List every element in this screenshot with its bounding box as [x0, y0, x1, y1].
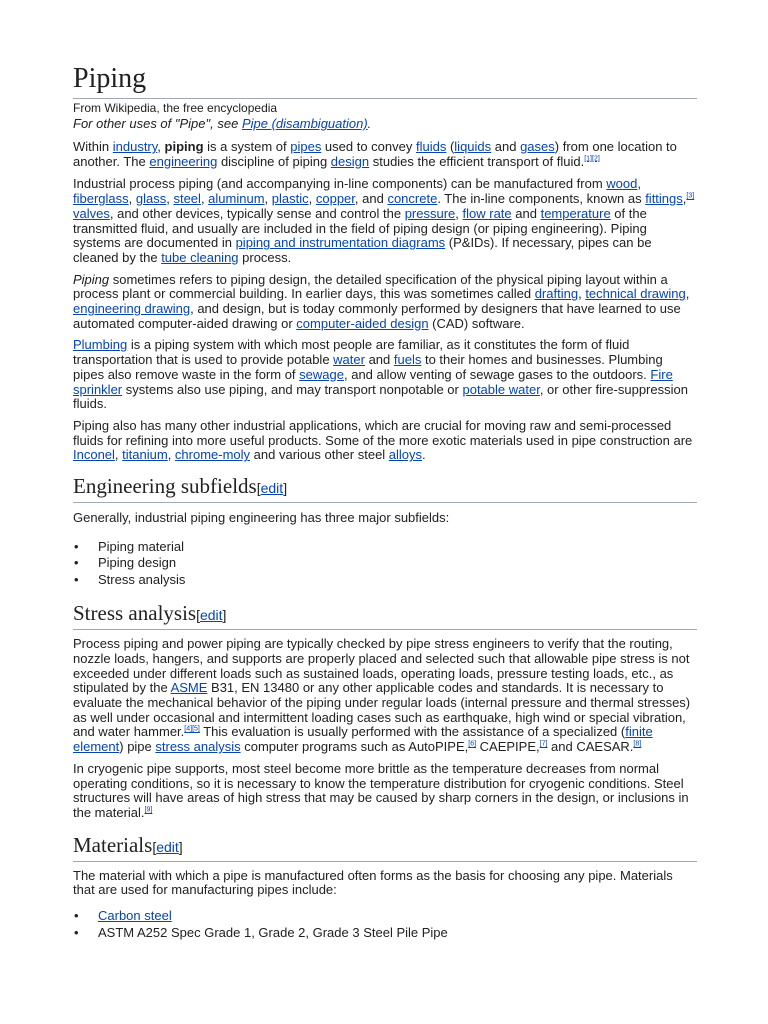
wiki-link[interactable]: pipes	[290, 139, 322, 154]
hatnote-end: .	[367, 116, 372, 131]
wiki-link[interactable]: aluminum	[208, 191, 265, 207]
citation-link[interactable]: [7]	[539, 740, 548, 748]
wiki-link[interactable]: industry	[112, 139, 158, 154]
subfield-list	[73, 539, 697, 589]
wiki-link[interactable]: wood	[606, 176, 638, 192]
citation-link[interactable]: [4][5]	[184, 726, 200, 734]
page-title: Piping	[73, 62, 697, 99]
citation	[145, 807, 153, 814]
section-heading-text: Stress analysis	[73, 601, 197, 626]
edit-section: [edit]	[196, 607, 227, 624]
wiki-link[interactable]: flow rate	[462, 205, 512, 221]
wiki-link[interactable]: gases	[520, 139, 555, 154]
engineering-paragraph: Generally, industrial piping engineering has three major subfields:	[73, 510, 450, 526]
wiki-link[interactable]: sewage	[299, 366, 344, 382]
list-item: • Stress analysis	[73, 572, 697, 589]
list-item: • Piping material	[73, 539, 697, 556]
intro-paragraph: Within industry, piping is a system of pipes used to convey fluids (liquids and gases) from one location to another. The engineering discipline of piping design studies the efficient transport of fluid.[1][2]	[73, 139, 677, 169]
wiki-link[interactable]: ASME	[170, 680, 208, 696]
wiki-link[interactable]: water	[333, 352, 365, 368]
citation	[633, 741, 641, 748]
edit-link[interactable]: edit	[260, 480, 284, 497]
edit-link[interactable]: edit	[156, 838, 179, 855]
list-item: • ASTM A252 Spec Grade 1, Grade 2, Grade 3 Steel Pile Pipe	[73, 925, 697, 942]
citation	[584, 155, 600, 162]
wiki-link[interactable]: liquids	[454, 139, 492, 154]
citation-link[interactable]: [9]	[144, 806, 153, 814]
section-heading-text: Materials	[73, 832, 153, 857]
wiki-link[interactable]: Inconel	[73, 447, 115, 463]
italic-term: Piping	[73, 271, 110, 287]
hatnote-link[interactable]: Pipe (disambiguation)	[241, 116, 368, 131]
wiki-link[interactable]: finite element	[73, 724, 653, 755]
wiki-link[interactable]: computer-aided design	[296, 315, 429, 331]
edit-link[interactable]: edit	[199, 607, 223, 624]
intro-paragraph: Plumbing is a piping system with which most people are familiar, as it constitutes the form of fluid transportation that is used to provide potable water and fuels to their homes and businesses. Plumbing pipes also remove waste in the form of sewage, and allow venting of sewage gases to the outdoors. Fire sprinkler systems also use piping, and may transport nonpotable or potable water, or other fire-suppression fluids.	[73, 337, 688, 412]
citation	[184, 726, 200, 733]
hatnote	[73, 116, 697, 131]
citation	[540, 741, 548, 748]
wiki-link[interactable]: chrome-moly	[174, 447, 251, 463]
wiki-link[interactable]: drafting	[534, 286, 579, 302]
wiki-link[interactable]: piping and instrumentation diagrams	[235, 235, 446, 251]
wiki-link[interactable]: alloys	[388, 447, 423, 463]
section-heading-stress-analysis	[73, 600, 697, 630]
wiki-link[interactable]: pressure	[404, 205, 456, 221]
wiki-link[interactable]: potable water	[462, 381, 540, 397]
wiki-link[interactable]: plastic	[271, 191, 309, 207]
wiki-link[interactable]: glass	[135, 191, 167, 207]
intro-paragraph: Piping sometimes refers to piping design, the detailed specification of the physical piping layout within a process plant or commercial building. In earlier days, this was sometimes called drafting, technical drawing, engineering drawing, and design, but is today commonly performed by designers that have learned to use automated computer-aided drawing or computer-aided design (CAD) software.	[73, 271, 690, 331]
list-item: • Piping design	[73, 555, 697, 572]
wiki-link[interactable]: engineering	[149, 153, 218, 169]
wiki-link[interactable]: fuels	[393, 352, 422, 368]
intro-paragraph: Industrial process piping (and accompanying in-line components) can be manufactured from wood, fiberglass, glass, steel, aluminum, plastic, copper, and concrete. The in-line components, known as fittings,[3] valves, and other devices, typically sense and control the pressure, flow rate and temperature of the transmitted fluid, and usually are included in the field of piping design (or piping engineering). Piping systems are documented in piping and instrumentation diagrams (P&IDs). If necessary, pipes can be cleaned by the tube cleaning process.	[73, 176, 695, 265]
citation	[686, 193, 694, 200]
citation-link[interactable]: [3]	[686, 192, 695, 200]
edit-section: [edit]	[152, 838, 183, 855]
wiki-link[interactable]: Plumbing	[73, 337, 128, 353]
wiki-link[interactable]: technical drawing	[585, 286, 686, 302]
wiki-link[interactable]: engineering drawing	[73, 301, 191, 317]
stress-paragraph: In cryogenic pipe supports, most steel become more brittle as the temperature decreases from normal operating conditions, so it is necessary to know the temperature distribution for cryogenic conditions. Steel structures will have areas of high stress that may be caused by sharp corners in the design, or inclusions in the material.[9]	[73, 760, 689, 820]
carbon-steel-link[interactable]: Carbon steel	[98, 908, 172, 924]
section-heading-text: Engineering subfields	[73, 474, 257, 499]
wiki-link[interactable]: fittings	[645, 191, 683, 207]
article	[73, 62, 697, 941]
wiki-link[interactable]: steel	[173, 191, 201, 207]
materials-list	[73, 908, 697, 941]
citation-link[interactable]: [1][2]	[584, 155, 600, 163]
wiki-link[interactable]: stress analysis	[155, 739, 241, 755]
wiki-link[interactable]: fiberglass	[73, 191, 129, 207]
stress-paragraph: Process piping and power piping are typically checked by pipe stress engineers to verify that the routing, nozzle loads, hangers, and supports are properly placed and selected such that allowable pipe stress is not exceeded under different loads such as sustained loads, operating loads, pressure testing loads, etc., as stipulated by the ASME B31, EN 13480 or any other applicable codes and standards. It is necessary to evaluate the mechanical behavior of the piping under regular loads (internal pressure and thermal stresses) as well under occasional and intermittent loading cases such as earthquake, high wind or special vibration, and water hammer.[4][5] This evaluation is usually performed with the assistance of a specialized (finite element) pipe stress analysis computer programs such as AutoPIPE,[6] CAEPIPE,[7] and CAESAR.[8]	[73, 636, 691, 755]
wiki-link[interactable]: tube cleaning	[161, 249, 239, 265]
site-subtitle: From Wikipedia, the free encyclopedia	[73, 101, 278, 115]
wiki-link[interactable]: titanium	[122, 447, 168, 463]
wiki-link[interactable]: valves	[73, 205, 110, 221]
wiki-link[interactable]: design	[330, 153, 370, 169]
hatnote-text: For other uses of "Pipe", see	[73, 116, 242, 131]
wiki-link[interactable]: copper	[315, 191, 355, 207]
wiki-link[interactable]: fluids	[415, 139, 447, 154]
citation-link[interactable]: [8]	[633, 740, 642, 748]
intro-paragraph: Piping also has many other industrial applications, which are crucial for moving raw and semi-processed fluids for refining into more useful products. Some of the more exotic materials used in pipe construction are Inconel, titanium, chrome-moly and various other steel alloys.	[73, 417, 693, 463]
section-heading-engineering-subfields	[73, 473, 697, 503]
edit-section: [edit]	[256, 480, 288, 497]
citation-link[interactable]: [6]	[468, 740, 477, 748]
citation	[468, 741, 476, 748]
materials-paragraph: The material with which a pipe is manufactured often forms as the basis for choosing any pipe. Materials that are used for manufacturing pipes include:	[73, 867, 673, 898]
list-item	[73, 908, 697, 925]
wiki-link[interactable]: Fire sprinkler	[73, 366, 673, 397]
wiki-link[interactable]: temperature	[540, 205, 611, 221]
wiki-link[interactable]: concrete	[387, 191, 438, 207]
section-heading-materials	[73, 832, 697, 862]
bold-term: piping	[164, 139, 204, 154]
